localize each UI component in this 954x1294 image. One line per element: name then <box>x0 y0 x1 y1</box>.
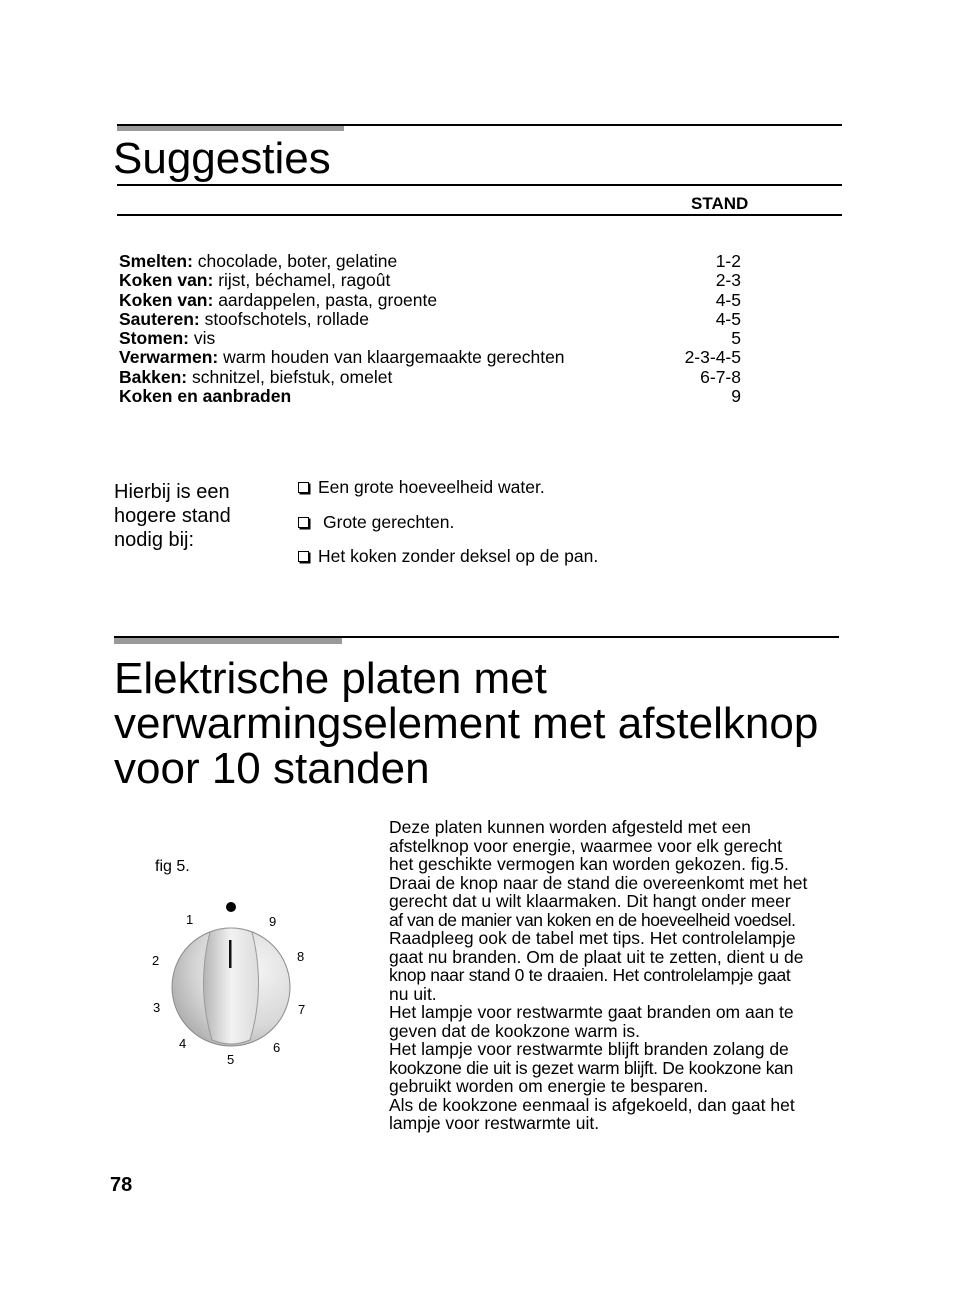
row-stand: 1-2 <box>715 251 741 271</box>
text-line: Deze platen kunnen worden afgesteld met een <box>389 817 751 837</box>
text-line: afstelknop voor energie, waarmee voor elk gerecht <box>389 835 782 856</box>
checklist-label: Een grote hoeveelheid water. <box>318 477 545 497</box>
table-row <box>119 291 741 310</box>
text-line: lampje voor restwarmte uit. <box>389 1113 600 1133</box>
hint-line: nodig bij: <box>114 529 195 551</box>
row-stand: 2-3 <box>715 270 741 291</box>
text-line: gebruikt worden om energie te besparen. <box>389 1076 709 1096</box>
row-description: vis <box>189 328 216 349</box>
text-line: kookzone die uit is gezet warm blijft. De kookzone kan <box>389 1057 794 1078</box>
instructions-paragraph <box>389 818 844 1133</box>
dial-number: 7 <box>298 1002 306 1017</box>
section-top-rule <box>117 124 842 126</box>
text-line: nu uit. <box>389 983 437 1004</box>
row-category: Koken van: <box>119 289 214 310</box>
text-line: Het lampje voor restwarmte blijft branden zolang de <box>389 1039 789 1059</box>
row-stand: 2-3-4-5 <box>684 347 741 368</box>
checklist-item <box>298 477 545 498</box>
text-line: gaat nu branden. Om de plaat uit te zetten, dient u de <box>389 946 804 967</box>
checklist-item <box>298 512 454 533</box>
row-description: aardappelen, pasta, groente <box>213 289 438 310</box>
stand-column-header: STAND <box>691 194 749 213</box>
dial-number: 8 <box>297 949 305 964</box>
table-row <box>119 271 741 290</box>
checklist-label: Grote gerechten. <box>323 512 455 532</box>
table-row <box>119 252 741 271</box>
title-underline <box>117 184 842 186</box>
row-category: Bakken: <box>119 366 188 387</box>
section-title-elektrische-platen <box>114 656 818 791</box>
control-knob-illustration <box>140 890 330 1080</box>
text-line: gerecht dat u wilt klaarmaken. Dit hangt onder meer <box>389 891 791 911</box>
checkbox-icon <box>298 482 309 493</box>
dial-number: 5 <box>227 1052 235 1067</box>
row-stand: 5 <box>731 328 741 349</box>
table-row <box>119 329 741 348</box>
row-category: Stomen: <box>119 328 189 349</box>
text-line: Draai de knop naar de stand die overeenkomt met het <box>389 872 808 893</box>
row-stand: 4-5 <box>715 289 741 310</box>
section-top-rule <box>114 636 839 638</box>
dial-number: 3 <box>153 1000 161 1015</box>
dial-position-dot-icon <box>226 902 236 912</box>
dial-number: 4 <box>179 1036 187 1051</box>
checklist-label: Het koken zonder deksel op de pan. <box>318 546 599 566</box>
row-category: Sauteren: <box>119 308 200 329</box>
table-row <box>119 310 741 329</box>
page-number: 78 <box>110 1174 133 1196</box>
hint-line: hogere stand <box>114 505 231 527</box>
higher-setting-note <box>114 480 284 552</box>
knob-indicator-line <box>229 940 232 968</box>
row-description: warm houden van klaargemaakte gerechten <box>218 347 565 368</box>
dial-number: 2 <box>152 953 160 968</box>
table-row <box>119 387 741 406</box>
suggestions-table <box>119 252 741 406</box>
text-line: Als de kookzone eenmaal is afgekoeld, dan gaat het <box>389 1094 795 1115</box>
text-line: het geschikte vermogen kan worden gekozen. fig.5. <box>389 854 789 874</box>
text-line: geven dat de kookzone warm is. <box>389 1020 640 1041</box>
row-description: chocolade, boter, gelatine <box>192 251 398 271</box>
table-row <box>119 348 741 367</box>
row-stand: 6-7-8 <box>700 366 741 387</box>
text-line: Het lampje voor restwarmte gaat branden om aan te <box>389 1002 794 1022</box>
text-line: knop naar stand 0 te draaien. Het controlelampje gaat <box>389 965 791 985</box>
text-line: af van de manier van koken en de hoeveelheid voedsel. <box>389 909 796 930</box>
figure-label: fig 5. <box>155 858 190 875</box>
text-line: Raadpleeg ook de tabel met tips. Het controlelampje <box>389 928 796 948</box>
checkbox-icon <box>298 551 309 562</box>
row-category: Koken van: <box>119 270 214 291</box>
title-line: Elektrische platen met <box>114 654 547 703</box>
header-underline <box>117 214 842 216</box>
title-line: voor 10 standen <box>114 744 430 793</box>
section-title-suggesties: Suggesties <box>113 134 331 183</box>
checklist-item <box>298 546 598 567</box>
checkbox-icon <box>298 517 309 528</box>
row-description: stoofschotels, rollade <box>199 308 369 329</box>
row-description: schnitzel, biefstuk, omelet <box>187 366 393 387</box>
row-stand: 9 <box>731 386 741 407</box>
hint-line: Hierbij is een <box>114 481 230 503</box>
row-category: Koken en aanbraden <box>119 386 292 407</box>
title-line: verwarmingselement met afstelknop <box>114 699 819 748</box>
row-category: Verwarmen: <box>119 347 219 368</box>
dial-number: 1 <box>186 912 194 927</box>
dial-number: 6 <box>273 1040 281 1055</box>
table-row <box>119 368 741 387</box>
row-stand: 4-5 <box>715 308 741 329</box>
row-category: Smelten: <box>119 251 193 271</box>
dial-number: 9 <box>269 914 277 929</box>
section-accent-bar <box>114 638 342 644</box>
row-description: rijst, béchamel, ragoût <box>213 270 391 291</box>
